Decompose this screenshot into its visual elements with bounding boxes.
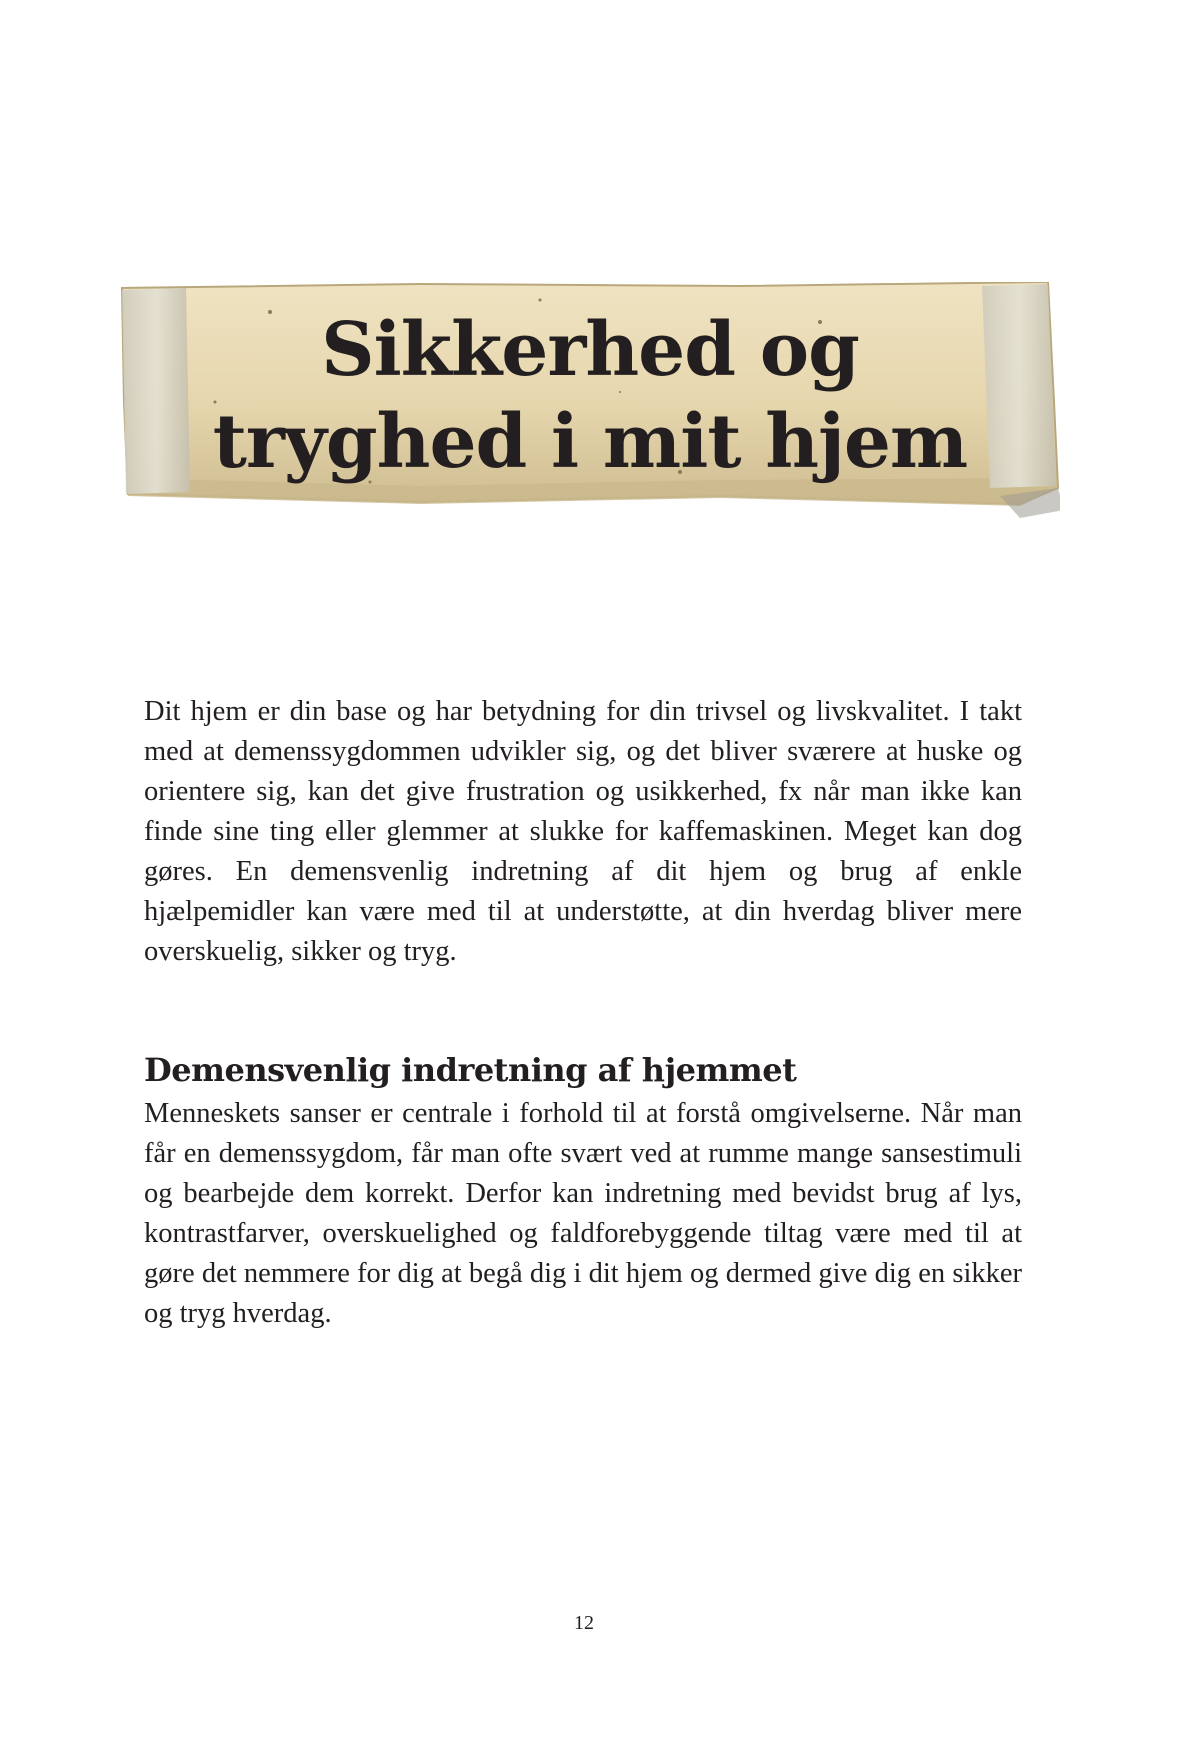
section-heading: Demensvenlig indretning af hjemmet	[144, 1051, 797, 1089]
title-banner	[120, 282, 1060, 522]
section-body-paragraph: Menneskets sanser er centrale i forhold til at forstå omgivelserne. Når man får en demenssygdom, får man ofte svært ved at rumme mange sansestimuli og bearbejde dem korrekt. Derfor kan indretning med bevidst brug af lys, kontrastfarver, overskuelighed og faldforebyggende tiltag være med til at gøre det nemmere for dig at begå dig i dit hjem og dermed give dig en sikker og tryg hverdag.	[144, 1098, 1022, 1329]
intro-paragraph: Dit hjem er din base og har betydning for din trivsel og livskvalitet. I takt med at demenssygdommen udvikler sig, og det bliver sværere at huske og orientere sig, kan det give frustration og usikkerhed, fx når man ikke kan finde sine ting eller glemmer at slukke for kaffemaskinen. Meget kan dog gøres. En demensvenlig indretning af dit hjem og brug af enkle hjælpemidler kan være med til at understøtte, at din hverdag bliver mere overskuelig, sikker og tryg.	[144, 696, 1022, 967]
page-title	[120, 304, 1060, 488]
page-title-line-1: Sikkerhed og	[321, 307, 859, 393]
page-title-line-2: tryghed i mit hjem	[212, 399, 968, 485]
page-number: 12	[574, 1612, 594, 1634]
